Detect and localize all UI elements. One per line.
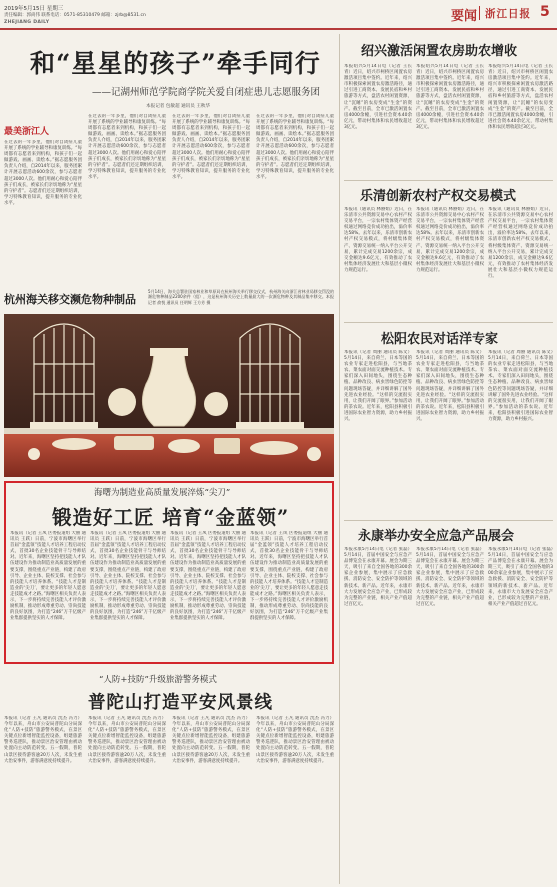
songyang-body-col-1: 本报讯（记者 周丽 通讯员 陈文）5月14日，来自荷兰、日本等国的农业专家走进松阳县，与当地茶农、菜农面对面交流种植技术。专家们深入田间地头，围绕生态种植、品种改良、病虫害绿色防控等问题现场答疑，并详细讲解了国外先进农业经验。“这样的交流很实用，让我们开阔了眼界。”参加活动的茶农说。近年来，松阳县积极引进国际农业智力资源，助力乡村振兴。 (344, 350, 412, 423)
lead-body-col-4: 在过去的一年多里，他们对自闭症儿童开展了系统的学业辅导和康复训练。“每周都有志愿者来到机构，和孩子们一起做游戏、画画、读绘本。”据志愿服务团负责人介绍，自2014年以来，服务团累计开展志愿活动600余次，参与志愿者超过3000人次。他们用耐心和爱心陪伴孩子们成长，被家长们亲切地称为“星星的守护者”。志愿者们还定期组织培训，学习特殊教育知识，提升服务的专业化水平。 (256, 114, 334, 180)
masthead-date: 2019年5月15日 星期三 (4, 6, 64, 12)
leqing-headline: 乐清创新农村产权交易模式 (360, 189, 517, 204)
masthead-divider (479, 6, 480, 20)
lead-subhead: ——记湖州师范学院商学院关爱自闭症患儿志愿服务团 (92, 87, 321, 98)
rural-idle-headline: 绍兴激活闲置农房助农增收 (361, 44, 518, 59)
masthead-logo: ZHEJIANG DAILY (4, 20, 50, 25)
page-number: 5 (540, 4, 550, 20)
police-body-col-3: 本报讯（记者 王凡 通讯员 沈杰 冯力）今年以来，舟山市公安局普陀山分局深化“人防+技防”旅游警务模式，在景区关键点位新增智能监控设备，组建旅游警务巡逻队，推动景区治安管理由被动处置向主动防范转变。五一假期，普陀山景区接待游客逾20万人次，未发生重大治安事件，游客满意度持续提升。 (172, 716, 250, 764)
police-kicker: “人防+技防”升级旅游警务模式 (99, 675, 217, 685)
leqing-body-col-3: 本报讯（通讯员 林丽娟）近日，在乐清市公共资源交易中心农村产权交易平台，一宗农村集体资产经营权通过网络竞价成功拍出，溢价率达58%。去年以来，乐清市创新农村产权交易模式，将村级集体资产、资源交易统一纳入平台公开交易，累计完成交易1200余宗，成交金额达9.6亿元，有效推动了农村集体经济发展壮大和基层小微权力规范运行。 (488, 207, 553, 280)
divider-2 (344, 322, 553, 323)
craft-body-col-2: 本报讯（记者 王凤 区委报道组 大丽 通讯员 王跃）日前，宁波市海曙区举行首届“金蓝领”技能人才培养工程启动仪式，首批30名企业技能骨干与导师结对。近年来，海曙区坚持把技能人才队伍建设作为推动制造业高质量发展的重要支撑，围绕重点产业链，构建了政府引导、企业主体、院校支撑、社会参与的技能人才培养体系。“技能人才是制造业的‘尖刀’，要让更多的年轻人愿意走技能成才之路。”海曙区相关负责人表示，下一步将持续完善技能人才评价激励机制，推动形成尊重劳动、崇尚技能的良好氛围，为打造“246”万千亿级产业集群提供坚实的人才保障。 (90, 531, 166, 622)
hangzhou-photo (4, 314, 334, 477)
yongkang-body-col-3: 本报永康5月14日电（记者 张磊）5月14日，首届中国安全与应急产品博览会在永康开幕。展会为期三天，吸引了来自全国各地的300余家企业参展，集中展示了应急救援、消防安全、安全防护等领域的新技术、新产品。近年来，永康市大力发展安全应急产业，已形成较为完整的产业链，相关产业产值超过百亿元。 (488, 547, 553, 607)
leqing-body-col-2: 本报讯（通讯员 林丽娟）近日，在乐清市公共资源交易中心农村产权交易平台，一宗农村集体资产经营权通过网络竞价成功拍出，溢价率达58%。去年以来，乐清市创新农村产权交易模式，将村级集体资产、资源交易统一纳入平台公开交易，累计完成交易1200余宗，成交金额达9.6亿元，有效推动了农村集体经济发展壮大和基层小微权力规范运行。 (416, 207, 484, 273)
column-divider (339, 34, 340, 884)
masthead-editor: 责任编辑：郭尚伟 联系电话：0571-85310479 邮箱：zjrb@8531.cn (4, 13, 146, 18)
police-body-col-2: 本报讯（记者 王凡 通讯员 沈杰 冯力）今年以来，舟山市公安局普陀山分局深化“人防+技防”旅游警务模式，在景区关键点位新增智能监控设备，组建旅游警务巡逻队，推动景区治安管理由被动处置向主动防范转变。五一假期，普陀山景区接待游客逾20万人次，未发生重大治安事件，游客满意度持续提升。 (88, 716, 166, 764)
rural-idle-body-col-2: 本报绍兴5月14日电（记者 王长青）近日，绍兴市柯桥区闲置农房激活项目集中签约。近年来，绍兴市积极探索闲置农房激活路径，通过引进工商资本、发展民宿和乡村旅游等方式，盘活农村闲置资源，让“沉睡”的农房变成“生金”的资产。截至目前，全市已激活闲置农房4000余幢，引进社会资本40余亿元，带动村集体和农民增收超过3亿元。 (416, 64, 484, 130)
yongkang-body-col-1: 本报永康5月14日电（记者 张磊）5月14日，首届中国安全与应急产品博览会在永康开幕。展会为期三天，吸引了来自全国各地的300余家企业参展，集中展示了应急救援、消防安全、安全防护等领域的新技术、新产品。近年来，永康市大力发展安全应急产业，已形成较为完整的产业链，相关产业产值超过百亿元。 (344, 547, 412, 607)
lead-body-col-1: 在过去的一年多里，他们对自闭症儿童开展了系统的学业辅导和康复训练。“每周都有志愿者来到机构，和孩子们一起做游戏、画画、读绘本。”据志愿服务团负责人介绍，自2014年以来，服务团累计开展志愿活动600余次，参与志愿者超过3000人次。他们用耐心和爱心陪伴孩子们成长，被家长们亲切地称为“星星的守护者”。志愿者们还定期组织培训，学习特殊教育知识，提升服务的专业化水平。 (4, 140, 82, 206)
yongkang-body-col-2: 本报永康5月14日电（记者 张磊）5月14日，首届中国安全与应急产品博览会在永康开幕。展会为期三天，吸引了来自全国各地的300余家企业参展，集中展示了应急救援、消防安全、安全防护等领域的新技术、新产品。近年来，永康市大力发展安全应急产业，已形成较为完整的产业链，相关产业产值超过百亿元。 (416, 547, 484, 607)
craft-body-col-3: 本报讯（记者 王凤 区委报道组 大丽 通讯员 王跃）日前，宁波市海曙区举行首届“金蓝领”技能人才培养工程启动仪式，首批30名企业技能骨干与导师结对。近年来，海曙区坚持把技能人才队伍建设作为推动制造业高质量发展的重要支撑，围绕重点产业链，构建了政府引导、企业主体、院校支撑、社会参与的技能人才培养体系。“技能人才是制造业的‘尖刀’，要让更多的年轻人愿意走技能成才之路。”海曙区相关负责人表示，下一步将持续完善技能人才评价激励机制，推动形成尊重劳动、崇尚技能的良好氛围，为打造“246”万千亿级产业集群提供坚实的人才保障。 (170, 531, 246, 622)
songyang-body-col-3: 本报讯（记者 周丽 通讯员 陈文）5月14日，来自荷兰、日本等国的农业专家走进松阳县，与当地茶农、菜农面对面交流种植技术。专家们深入田间地头，围绕生态种植、品种改良、病虫害绿色防控等问题现场答疑，并详细讲解了国外先进农业经验。“这样的交流很实用，让我们开阔了眼界。”参加活动的茶农说。近年来，松阳县积极引进国际农业智力资源，助力乡村振兴。 (488, 350, 553, 423)
police-body-col-1: 本报讯（记者 王凡 通讯员 沈杰 冯力）今年以来，舟山市公安局普陀山分局深化“人防+技防”旅游警务模式，在景区关键点位新增智能监控设备，组建旅游警务巡逻队，推动景区治安管理由被动处置向主动防范转变。五一假期，普陀山景区接待游客逾20万人次，未发生重大治安事件，游客满意度持续提升。 (4, 716, 82, 764)
masthead (0, 0, 557, 28)
section-label: 要闻 (451, 9, 478, 24)
songyang-headline: 松阳农民对话洋专家 (381, 332, 499, 347)
divider-1 (344, 180, 553, 181)
rural-idle-body-col-3: 本报绍兴5月14日电（记者 王长青）近日，绍兴市柯桥区闲置农房激活项目集中签约。近年来，绍兴市积极探索闲置农房激活路径，通过引进工商资本、发展民宿和乡村旅游等方式，盘活农村闲置资源，让“沉睡”的农房变成“生金”的资产。截至目前，全市已激活闲置农房4000余幢，引进社会资本40余亿元，带动村集体和农民增收超过3亿元。 (488, 64, 553, 130)
hangzhou-headline: 杭州海关移交濒危物种制品 (4, 293, 136, 306)
yongkang-headline: 永康举办安全应急产品展会 (358, 529, 515, 544)
masthead-rule (0, 28, 557, 30)
lead-body-col-3: 在过去的一年多里，他们对自闭症儿童开展了系统的学业辅导和康复训练。“每周都有志愿者来到机构，和孩子们一起做游戏、画画、读绘本。”据志愿服务团负责人介绍，自2014年以来，服务团累计开展志愿活动600余次，参与志愿者超过3000人次。他们用耐心和爱心陪伴孩子们成长，被家长们亲切地称为“星星的守护者”。志愿者们还定期组织培训，学习特殊教育知识，提升服务的专业化水平。 (172, 114, 250, 180)
lead-byline: 本报记者 包敏超 通讯员 王秋华 (146, 104, 211, 109)
craft-headline: 锻造好工匠 培育“金蓝领” (52, 506, 290, 529)
paper-name: 浙江日报 (485, 8, 531, 20)
leqing-body-col-1: 本报讯（通讯员 林丽娟）近日，在乐清市公共资源交易中心农村产权交易平台，一宗农村集体资产经营权通过网络竞价成功拍出，溢价率达58%。去年以来，乐清市创新农村产权交易模式，将村级集体资产、资源交易统一纳入平台公开交易，累计完成交易1200余宗，成交金额达9.6亿元，有效推动了农村集体经济发展壮大和基层小微权力规范运行。 (344, 207, 412, 273)
police-body-col-4: 本报讯（记者 王凡 通讯员 沈杰 冯力）今年以来，舟山市公安局普陀山分局深化“人防+技防”旅游警务模式，在景区关键点位新增智能监控设备，组建旅游警务巡逻队，推动景区治安管理由被动处置向主动防范转变。五一假期，普陀山景区接待游客逾20万人次，未发生重大治安事件，游客满意度持续提升。 (256, 716, 334, 764)
craft-kicker: 海曙为制造业高质量发展淬炼“尖刀” (94, 488, 231, 498)
lead-body-col-2: 在过去的一年多里，他们对自闭症儿童开展了系统的学业辅导和康复训练。“每周都有志愿者来到机构，和孩子们一起做游戏、画画、读绘本。”据志愿服务团负责人介绍，自2014年以来，服务团累计开展志愿活动600余次，参与志愿者超过3000人次。他们用耐心和爱心陪伴孩子们成长，被家长们亲切地称为“星星的守护者”。志愿者们还定期组织培训，学习特殊教育知识，提升服务的专业化水平。 (88, 114, 166, 180)
hangzhou-caption: 5月14日，海关总署驻国家林业和草原局在杭州海关举行移交仪式，杭州海关向浙江省林业局移交罚没的濒危物种制品2200余件（组），这是杭州海关历史上数量最大的一次濒危物种及其制品集中移交。本报记者 俞悦 通讯员 任明辉 王方芳 摄 (148, 289, 334, 305)
lead-headline: 和“星星的孩子”牵手同行 (30, 49, 321, 78)
divider-3 (344, 520, 553, 521)
songyang-body-col-2: 本报讯（记者 周丽 通讯员 陈文）5月14日，来自荷兰、日本等国的农业专家走进松阳县，与当地茶农、菜农面对面交流种植技术。专家们深入田间地头，围绕生态种植、品种改良、病虫害绿色防控等问题现场答疑，并详细讲解了国外先进农业经验。“这样的交流很实用，让我们开阔了眼界。”参加活动的茶农说。近年来，松阳县积极引进国际农业智力资源，助力乡村振兴。 (416, 350, 484, 423)
lead-tag: 最美浙江人 (4, 127, 50, 137)
rural-idle-body-col-1: 本报绍兴5月14日电（记者 王长青）近日，绍兴市柯桥区闲置农房激活项目集中签约。近年来，绍兴市积极探索闲置农房激活路径，通过引进工商资本、发展民宿和乡村旅游等方式，盘活农村闲置资源，让“沉睡”的农房变成“生金”的资产。截至目前，全市已激活闲置农房4000余幢，引进社会资本40余亿元，带动村集体和农民增收超过3亿元。 (344, 64, 412, 130)
craft-body-col-1: 本报讯（记者 王凤 区委报道组 大丽 通讯员 王跃）日前，宁波市海曙区举行首届“金蓝领”技能人才培养工程启动仪式，首批30名企业技能骨干与导师结对。近年来，海曙区坚持把技能人才队伍建设作为推动制造业高质量发展的重要支撑，围绕重点产业链，构建了政府引导、企业主体、院校支撑、社会参与的技能人才培养体系。“技能人才是制造业的‘尖刀’，要让更多的年轻人愿意走技能成才之路。”海曙区相关负责人表示，下一步将持续完善技能人才评价激励机制，推动形成尊重劳动、崇尚技能的良好氛围，为打造“246”万千亿级产业集群提供坚实的人才保障。 (10, 531, 86, 622)
craft-body-col-4: 本报讯（记者 王凤 区委报道组 大丽 通讯员 王跃）日前，宁波市海曙区举行首届“金蓝领”技能人才培养工程启动仪式，首批30名企业技能骨干与导师结对。近年来，海曙区坚持把技能人才队伍建设作为推动制造业高质量发展的重要支撑，围绕重点产业链，构建了政府引导、企业主体、院校支撑、社会参与的技能人才培养体系。“技能人才是制造业的‘尖刀’，要让更多的年轻人愿意走技能成才之路。”海曙区相关负责人表示，下一步将持续完善技能人才评价激励机制，推动形成尊重劳动、崇尚技能的良好氛围，为打造“246”万千亿级产业集群提供坚实的人才保障。 (250, 531, 328, 622)
police-headline: 普陀山打造平安风景线 (88, 693, 273, 713)
